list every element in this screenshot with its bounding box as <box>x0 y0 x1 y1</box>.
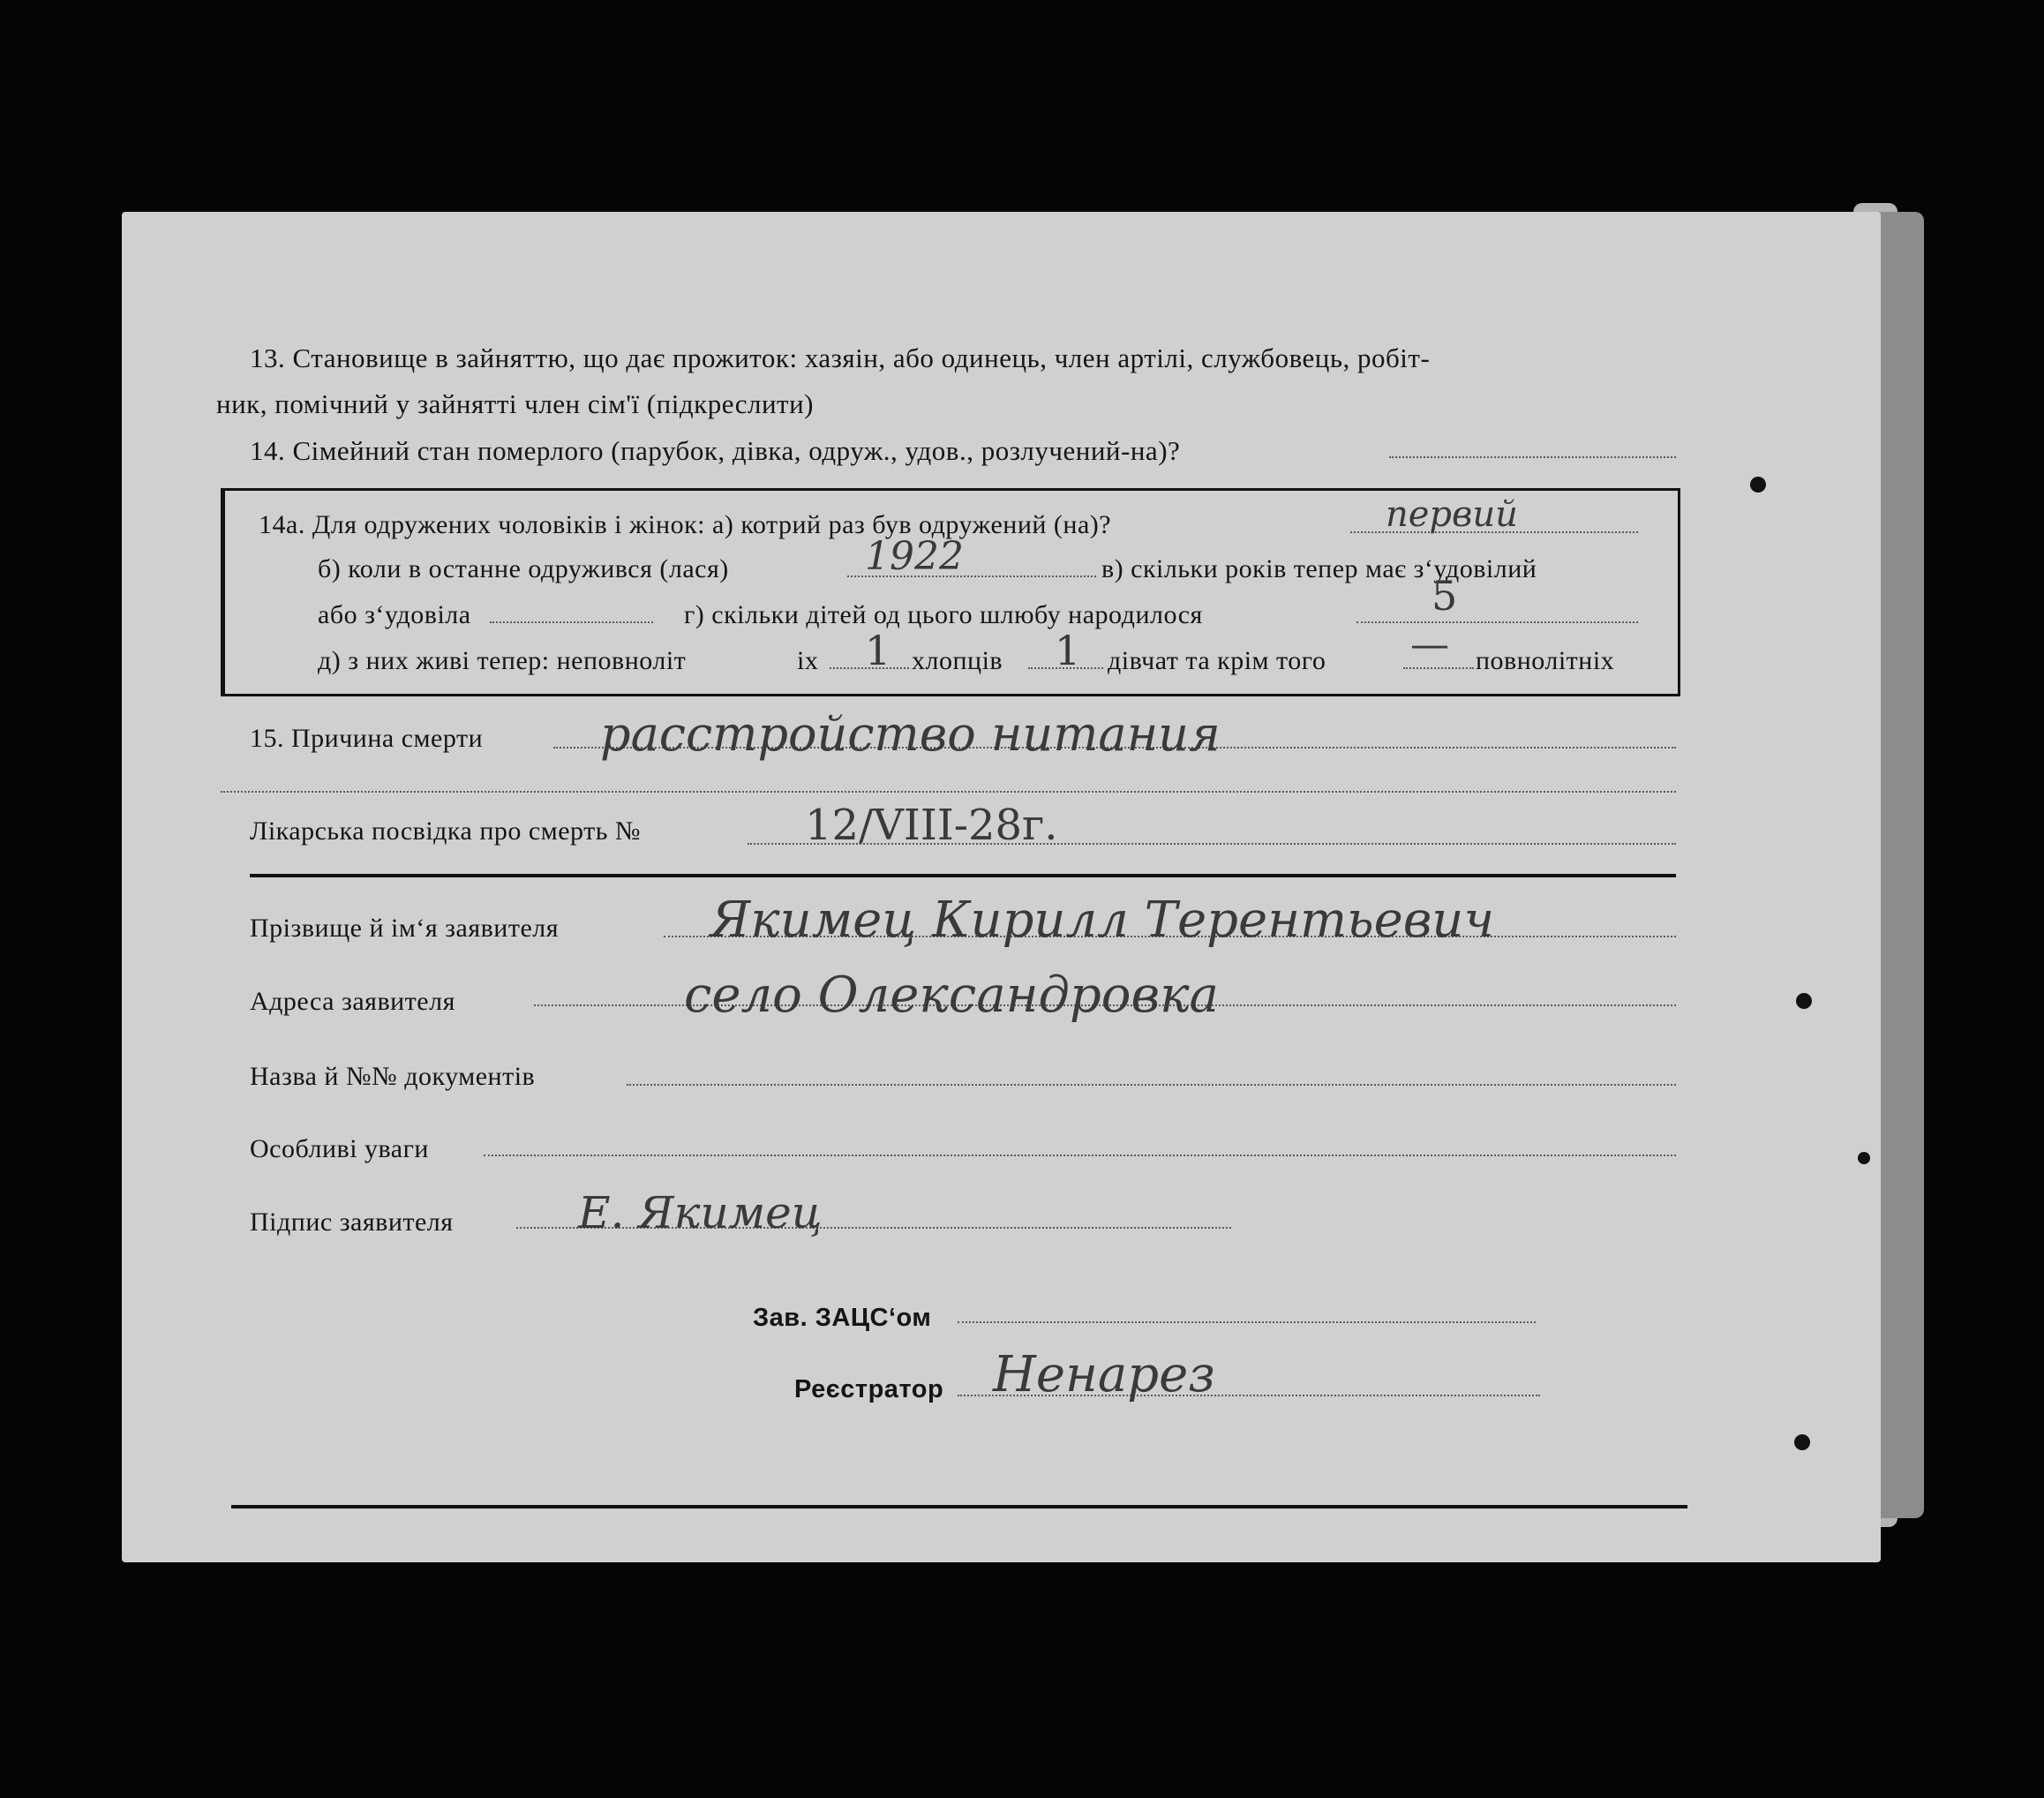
medical-certificate-label: Лікарська посвідка про смерть № <box>250 816 642 846</box>
question-14a-d-boys: хлопців <box>912 646 1003 675</box>
question-14a-d-suffix: іх <box>797 646 819 675</box>
handwritten-children-born: 5 <box>1432 572 1458 620</box>
head-zags-label: Зав. ЗАЦС‘ом <box>753 1304 932 1332</box>
applicant-signature-label: Підпис заявителя <box>250 1207 454 1237</box>
question-14: 14. Сімейний стан померлого (парубок, дівка, одруж., удов., розлучений-на)? <box>250 435 1181 466</box>
registrar-label: Реєстратор <box>794 1375 944 1403</box>
handwritten-registrar-signature: Ненарез <box>993 1346 1215 1403</box>
bottom-rule <box>231 1505 1687 1508</box>
punch-hole <box>1794 1434 1810 1450</box>
question-14a-d: д) з них живі тепер: неповноліт <box>318 646 687 675</box>
punch-hole <box>1796 993 1812 1009</box>
handwritten-applicant-signature: Е. Якимец <box>578 1187 823 1238</box>
question-13-line2: ник, помічний у зайнятті член сім'ї (підкреслити) <box>216 388 814 419</box>
notes-label: Особливі уваги <box>250 1134 429 1163</box>
handwritten-marriage-count: первий <box>1386 494 1518 535</box>
question-13-line1: 13. Становище в зайняттю, що дає прожиток: хазяін, або одинець, член артілі, службовець, робіт- <box>250 342 1431 373</box>
documents-label: Назва й №№ документів <box>250 1062 536 1091</box>
handwritten-minors-boys: 1 <box>865 627 891 674</box>
punch-hole <box>1750 477 1766 493</box>
handwritten-adults: — <box>1410 622 1449 667</box>
handwritten-minors-girls: 1 <box>1055 627 1081 674</box>
question-14a-b: б) коли в останне одружився (лася) <box>318 554 729 583</box>
handwritten-marriage-year: 1922 <box>865 534 964 579</box>
handwritten-applicant-address: село Олександровка <box>684 967 1219 1024</box>
question-15: 15. Причина смерти <box>250 724 484 753</box>
punch-hole <box>1858 1152 1870 1164</box>
applicant-address-label: Адреса заявителя <box>250 987 455 1016</box>
answer-line <box>627 1084 1676 1086</box>
question-14a-a: 14а. Для одружених чоловіків і жінок: а) котрий раз був одружений (на)? <box>259 510 1112 539</box>
answer-line <box>490 621 653 623</box>
answer-line <box>484 1155 1676 1156</box>
question-14a-v2: або з‘удовіла <box>318 600 471 629</box>
applicant-name-label: Прізвище й ім‘я заявителя <box>250 914 560 943</box>
answer-line <box>221 791 1676 793</box>
section-divider <box>250 874 1676 877</box>
question-14a-d-adults: повнолітніх <box>1476 646 1615 675</box>
question-14-answer-line <box>1389 456 1676 458</box>
handwritten-certificate-number: 12/VIII-28г. <box>805 801 1058 850</box>
answer-line <box>958 1321 1536 1323</box>
question-14a-d-girls: дівчат та крім того <box>1108 646 1326 675</box>
handwritten-applicant-name: Якимец Кирилл Терентьевич <box>710 891 1495 949</box>
answer-line <box>1403 667 1474 669</box>
answer-line <box>1356 621 1638 623</box>
question-14a-v: в) скільки років тепер має з‘удовілий <box>1101 554 1537 583</box>
handwritten-cause-of-death: расстройство нитания <box>600 706 1221 762</box>
question-14a-g: г) скільки дітей од цього шлюбу народилося <box>684 600 1203 629</box>
